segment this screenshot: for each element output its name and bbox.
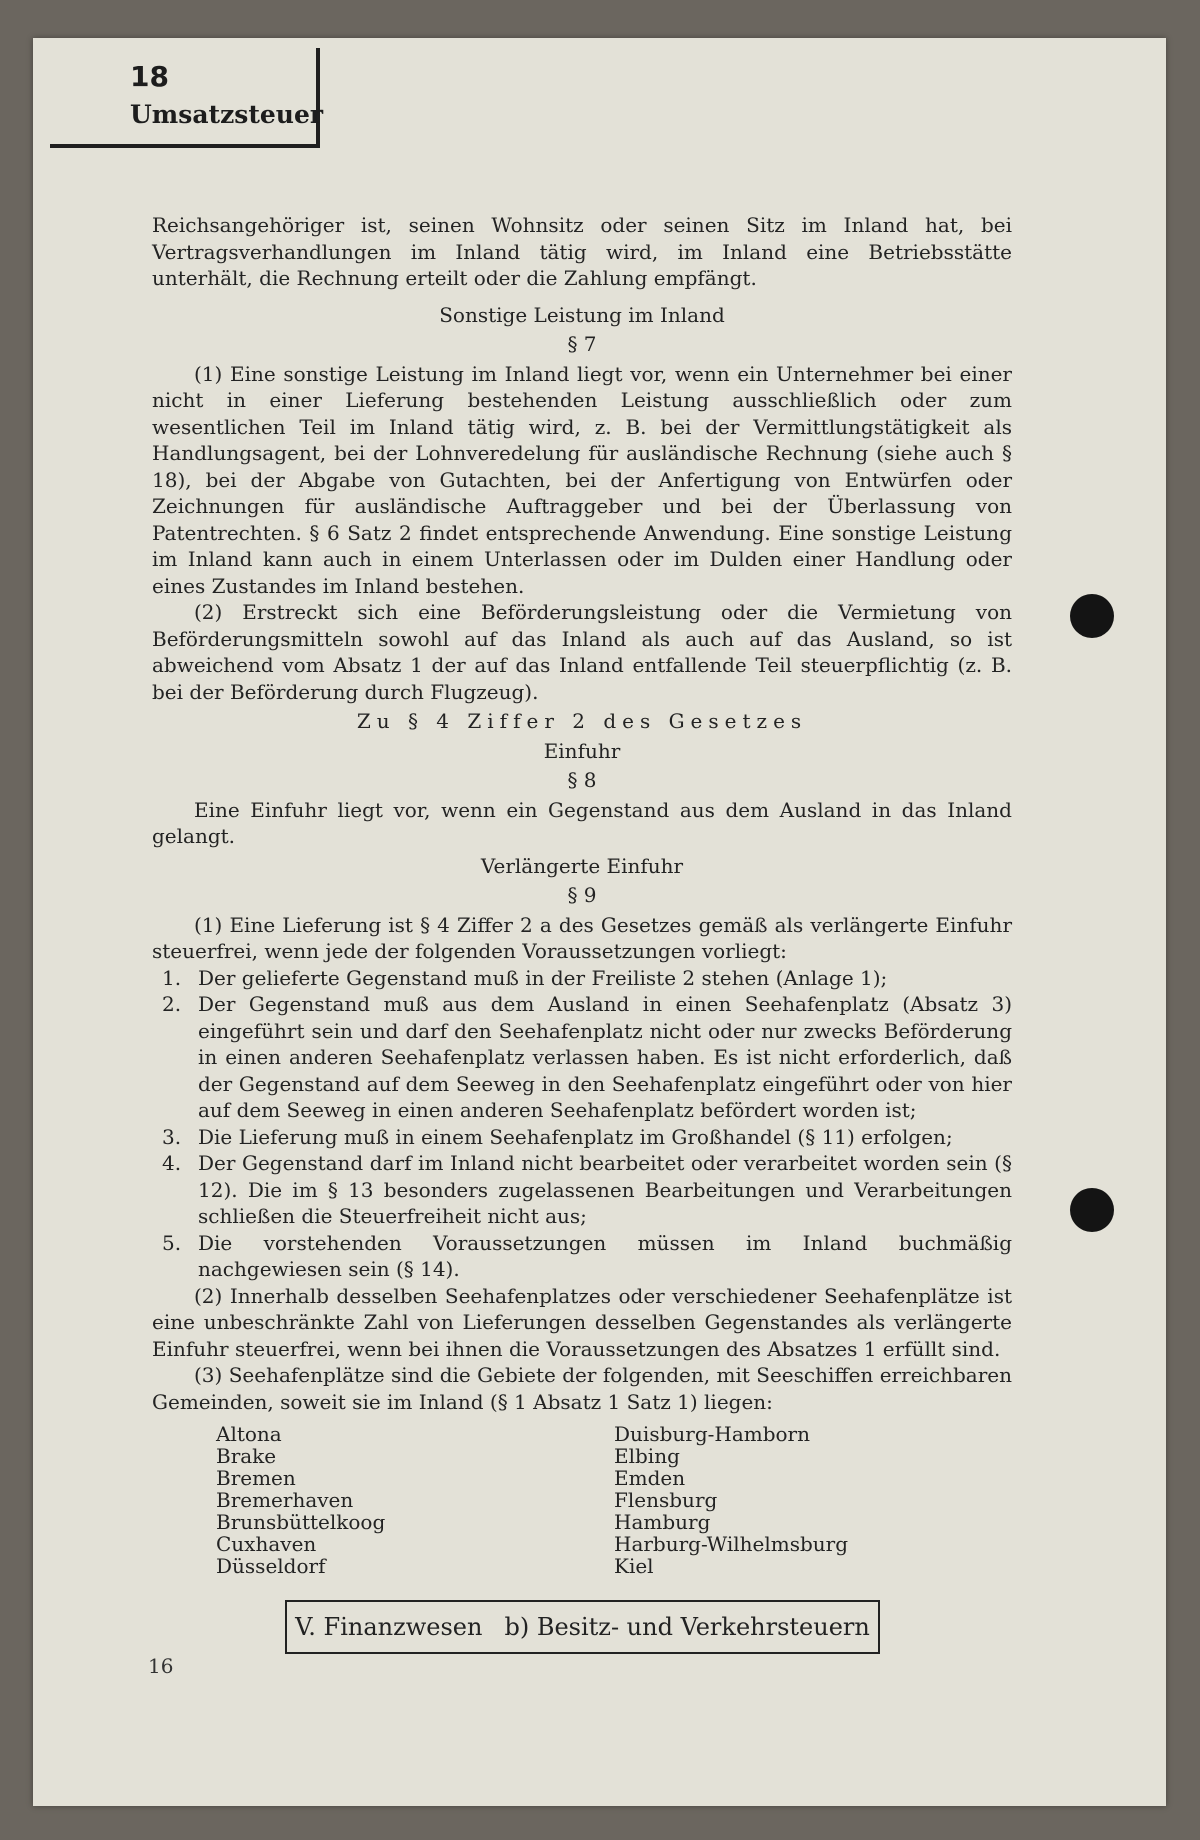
- seaport-column-right: [614, 1423, 1012, 1577]
- list-item: 3. Die Lieferung muß in einem Seehafenplatz im Großhandel (§ 11) erfolgen;: [162, 1124, 953, 1149]
- seaport-name: Brake: [216, 1444, 277, 1468]
- list-item: 2. Der Gegenstand muß aus dem Ausland in einen Seehafenplatz (Absatz 3) eingeführt sein und darf den Seehafenplatz nicht oder nur zwecks Beförderung in einen anderen Seehafenplatz verlassen haben. Es ist nicht erforderlich, daß der Gegenstand auf dem Seeweg in den Seehafenplatz eingeführt oder von hier auf dem Seeweg in einen anderen Seehafenplatz befördert worden ist;: [162, 992, 1012, 1122]
- paragraph-mark: § 8: [567, 768, 597, 792]
- seaport-name: Kiel: [614, 1554, 654, 1578]
- section-heading: Sonstige Leistung im Inland: [439, 302, 725, 327]
- list-item: 4. Der Gegenstand darf im Inland nicht bearbeitet oder verarbeitet worden sein (§ 12). Die im § 13 besonders zugelassenen Bearbeitungen und Verarbeitungen schließen die Steuerfreiheit nicht aus;: [162, 1151, 1012, 1228]
- paragraph-mark: § 7: [567, 332, 597, 356]
- page-number: 18: [130, 60, 169, 93]
- seaport-list: [152, 1423, 1012, 1577]
- seaport-name: Harburg-Wilhelmsburg: [614, 1532, 849, 1556]
- seaport-name: Bremen: [216, 1466, 296, 1490]
- seaport-name: Emden: [614, 1466, 686, 1490]
- section-heading: Einfuhr: [543, 738, 621, 763]
- paragraph: (2) Innerhalb desselben Seehafenplatzes oder verschiedener Seehafenplätze ist eine unbeschränkte Zahl von Lieferungen desselben Gegenstandes als verlängerte Einfuhr steuerfrei, wenn bei ihnen die Voraussetzungen des Absatzes 1 erfüllt sind.: [152, 1283, 1012, 1361]
- page-title: Umsatzsteuer: [130, 100, 324, 129]
- paragraph: (2) Erstreckt sich eine Beförderungsleistung oder die Vermietung von Beförderungsmitteln sowohl auf das Inland als auch auf das Ausland, so ist abweichend vom Absatz 1 der auf das Inland entfallende Teil steuerpflichtig (z. B. bei der Beförderung durch Flugzeug).: [152, 600, 1012, 704]
- paragraph: (3) Seehafenplätze sind die Gebiete der folgenden, mit Seeschiffen erreichbaren Gemeinden, soweit sie im Inland (§ 1 Absatz 1 Satz 1) liegen:: [152, 1363, 1012, 1414]
- footer-page-number: 16: [148, 1654, 174, 1678]
- seaport-column-left: [216, 1423, 614, 1577]
- footer-section: V. Finanzwesen: [295, 1613, 483, 1641]
- page-header: [50, 48, 324, 148]
- seaport-name: Hamburg: [614, 1510, 711, 1534]
- punch-hole: [1070, 594, 1114, 638]
- seaport-name: Duisburg-Hamborn: [614, 1422, 810, 1446]
- seaport-name: Düsseldorf: [216, 1554, 326, 1578]
- seaport-name: Flensburg: [614, 1488, 718, 1512]
- seaport-name: Cuxhaven: [216, 1532, 317, 1556]
- list-item: 5. Die vorstehenden Voraussetzungen müssen im Inland buchmäßig nachgewiesen sein (§ 14).: [162, 1230, 1012, 1281]
- seaport-name: Altona: [216, 1422, 282, 1446]
- body-text: [152, 212, 1012, 1577]
- footer-subsection: b) Besitz- und Verkehrsteuern: [504, 1613, 870, 1641]
- punch-hole: [1070, 1188, 1114, 1232]
- law-reference-heading: Zu § 4 Ziffer 2 des Gesetzes: [356, 709, 808, 733]
- intro-paragraph: Reichsangehöriger ist, seinen Wohnsitz oder seinen Sitz im Inland hat, bei Vertragsverhandlungen im Inland tätig wird, im Inland eine Betriebsstätte unterhält, die Rechnung erteilt oder die Zahlung empfängt.: [152, 213, 1012, 290]
- section-footer-box: [285, 1600, 880, 1654]
- requirements-list: [152, 965, 1012, 1283]
- seaport-name: Brunsbüttelkoog: [216, 1510, 386, 1534]
- section-heading: Verlängerte Einfuhr: [480, 853, 684, 878]
- seaport-name: Bremerhaven: [216, 1488, 354, 1512]
- seaport-name: Elbing: [614, 1444, 680, 1468]
- paragraph: (1) Eine sonstige Leistung im Inland liegt vor, wenn ein Unternehmer bei einer nicht in einer Lieferung bestehenden Leistung ausschließlich oder zum wesentlichen Teil im Inland tätig wird, z. B. bei der Vermittlungstätigkeit als Handlungsagent, bei der Lohnveredelung für ausländische Rechnung (siehe auch § 18), bei der Abgabe von Gutachten, bei der Anfertigung von Entwürfen oder Zeichnungen für ausländische Auftraggeber und bei der Überlassung von Patentrechten. § 6 Satz 2 findet entsprechende Anwendung. Eine sonstige Leistung im Inland kann auch in einem Unterlassen oder im Dulden einer Handlung oder eines Zustandes im Inland bestehen.: [152, 361, 1012, 598]
- paragraph: Eine Einfuhr liegt vor, wenn ein Gegenstand aus dem Ausland in das Inland gelangt.: [152, 797, 1012, 848]
- paragraph-mark: § 9: [567, 883, 597, 907]
- paragraph: (1) Eine Lieferung ist § 4 Ziffer 2 a des Gesetzes gemäß als verlängerte Einfuhr steuerfrei, wenn jede der folgenden Voraussetzungen vorliegt:: [152, 912, 1012, 963]
- list-item: 1. Der gelieferte Gegenstand muß in der Freiliste 2 stehen (Anlage 1);: [162, 965, 888, 990]
